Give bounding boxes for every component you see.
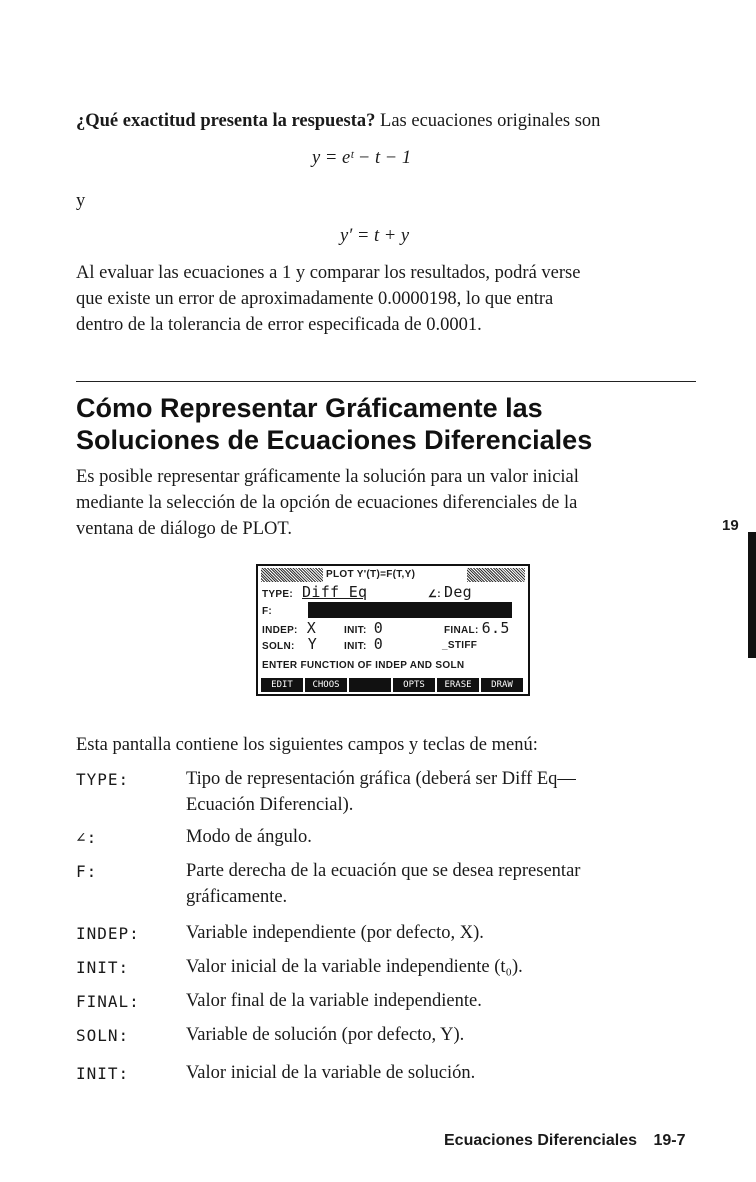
field-description-line: Ecuación Diferencial). [186,795,354,815]
chapter-thumb-tab [748,532,756,658]
section-paragraph-line: ventana de diálogo de PLOT. [76,519,292,539]
list-intro: Esta pantalla contiene los siguientes campos y teclas de menú: [76,735,538,755]
footer-page-number: 19-7 [653,1132,686,1149]
calculator-screen [256,564,530,696]
field-description-line: Parte derecha de la ecuación que se desea representar [186,861,581,881]
f-label: F: [262,606,273,617]
final-label: FINAL: [444,625,479,636]
intro-paragraph [76,260,696,338]
intro-paragraph-line: Al evaluar las ecuaciones a 1 y comparar los resultados, podrá verse [76,263,581,283]
section-title-line-2: Soluciones de Ecuaciones Diferenciales [76,425,593,455]
field-description-line: Variable independiente (por defecto, X). [186,923,484,943]
softkey-opts[interactable]: OPTS [393,678,435,692]
soln-value: Y [307,635,318,653]
help-line: ENTER FUNCTION OF INDEP AND SOLN [262,660,465,671]
footer-chapter-title: Ecuaciones Diferenciales [444,1132,637,1149]
intro-question-rest: Las ecuaciones originales son [375,111,601,131]
field-description [186,988,666,1014]
init2-label: INIT: [344,641,367,652]
field-term: INIT: [76,958,130,977]
field-term: FINAL: [76,992,140,1011]
field-description-line: Valor inicial de la variable independiente (t₀). [186,957,523,977]
stiff-checkbox[interactable]: _STIFF [442,640,478,651]
intro-question-line [76,108,696,134]
final-field[interactable] [444,619,510,637]
init2-field[interactable] [344,635,384,653]
soln-label: SOLN: [262,641,295,652]
type-label: TYPE: [262,589,293,600]
footer [444,1132,685,1150]
header-hatch-right [467,568,525,582]
field-description [186,824,666,850]
chapter-tab-number: 19 [722,517,739,534]
field-term: SOLN: [76,1026,130,1045]
intro-paragraph-line: que existe un error de aproximadamente 0.0000198, lo que entra [76,289,554,309]
field-description [186,1060,666,1086]
field-term: ∠: [76,828,98,847]
angle-value: Deg [444,583,472,601]
header-hatch-left [261,568,323,582]
angle-field[interactable] [428,583,472,601]
section-paragraph-line: mediante la selección de la opción de ecuaciones diferenciales de la [76,493,578,513]
field-term: TYPE: [76,770,130,789]
section-divider [76,381,696,382]
field-description [186,766,666,818]
field-description-line: Variable de solución (por defecto, Y). [186,1025,465,1045]
intro-paragraph-line: dentro de la tolerancia de error especificada de 0.0001. [76,315,482,335]
screen-header: PLOT Y'(T)=F(T,Y) [326,569,416,580]
softkey-draw[interactable]: DRAW [481,678,523,692]
init1-label: INIT: [344,625,367,636]
field-description [186,954,666,980]
section-paragraph-line: Es posible representar gráficamente la solución para un valor inicial [76,467,579,487]
softkey-edit[interactable]: EDIT [261,678,303,692]
field-description [186,858,666,910]
field-description-line: Modo de ángulo. [186,827,312,847]
field-description-line: Valor final de la variable independiente. [186,991,482,1011]
angle-label: ∠: [428,589,441,600]
init2-value: 0 [373,635,384,653]
section-heading [76,392,716,456]
field-term: F: [76,862,98,881]
field-description [186,920,666,946]
softkey-choos[interactable]: CHOOS [305,678,347,692]
field-description-line: Tipo de representación gráfica (deberá ser Diff Eq— [186,769,576,789]
field-description [186,1022,666,1048]
type-field[interactable] [262,583,368,601]
final-value: 6.5 [481,619,510,637]
equation-1: y = eᵗ − t − 1 [312,148,412,168]
softkey-blank [349,678,391,692]
indep-value: X [306,619,317,637]
field-description-line: Valor inicial de la variable de solución. [186,1063,476,1083]
init1-value: 0 [373,619,384,637]
type-value: Diff Eq [302,583,368,601]
f-input-field[interactable] [308,602,512,618]
intro-question: ¿Qué exactitud presenta la respuesta? [76,111,376,131]
indep-label: INDEP: [262,625,298,636]
equation-2: y′ = t + y [340,226,410,246]
field-term: INIT: [76,1064,130,1083]
section-paragraph [76,464,696,542]
field-term: INDEP: [76,924,140,943]
connector-y: y [76,191,86,211]
field-description-line: gráficamente. [186,887,288,907]
softkey-erase[interactable]: ERASE [437,678,479,692]
section-title-line-1: Cómo Representar Gráficamente las [76,393,543,423]
soln-field[interactable] [262,635,318,653]
